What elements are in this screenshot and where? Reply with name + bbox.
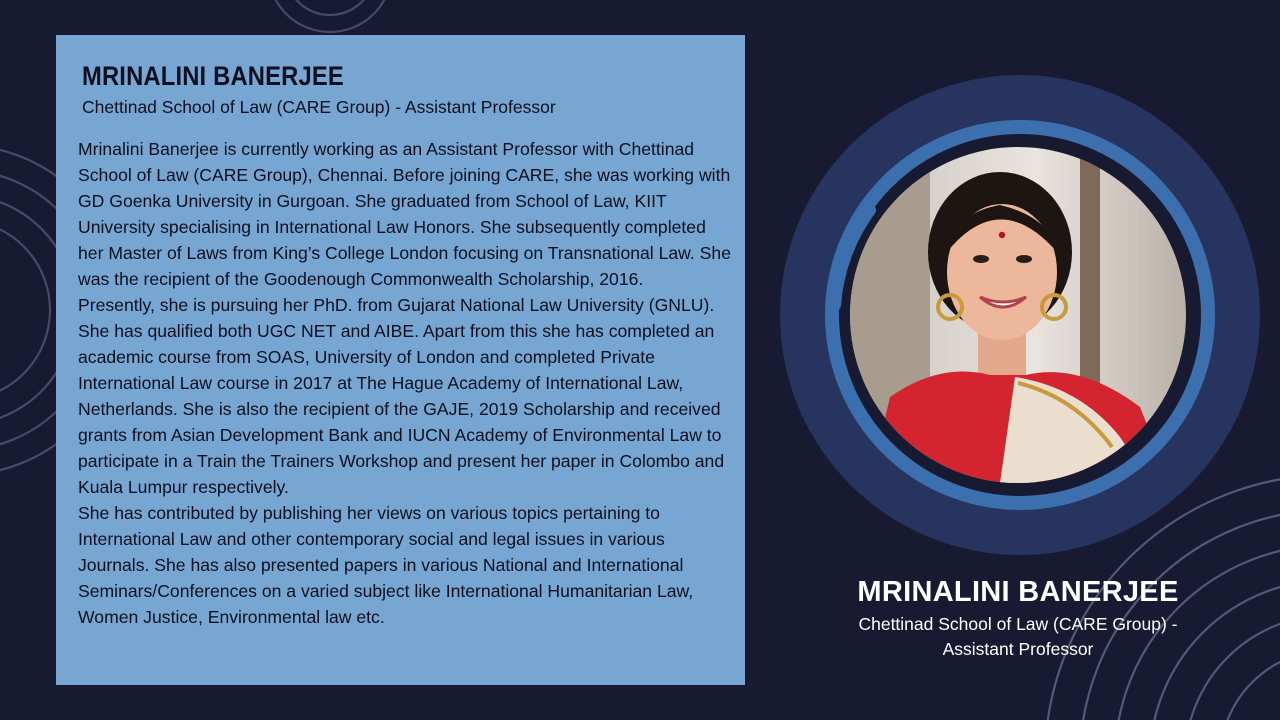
bio-paragraph: She has contributed by publishing her views on various topics pertaining to International Law and other contemporary social and legal issues in various Journals. She has also presented papers in various National and International Seminars/Conferences on a varied subject like International Humanitarian Law, Women Justice, Environmental law etc.	[78, 503, 694, 627]
bio-name-heading: MRINALINI BANERJEE	[82, 61, 344, 91]
bio-role-subtitle: Chettinad School of Law (CARE Group) - Assistant Professor	[82, 97, 556, 117]
concentric-arcs-top	[268, 0, 392, 32]
profile-role-line-2: Assistant Professor	[942, 639, 1094, 659]
profile-photo	[850, 147, 1186, 483]
portrait-illustration	[850, 147, 1186, 483]
bio-body	[78, 136, 734, 630]
bio-paragraph: Presently, she is pursuing her PhD. from Gujarat National Law University (GNLU). She has qualified both UGC NET and AIBE. Apart from this she has completed an academic course from SOAS, University of London and completed Private International Law course in 2017 at The Hague Academy of International Law, Netherlands. She is also the recipient of the GAJE, 2019 Scholarship and received grants from Asian Development Bank and IUCN Academy of Environmental Law to participate in a Train the Trainers Workshop and present her paper in Colombo and Kuala Lumpur respectively.	[78, 295, 725, 497]
profile-role-line-1: Chettinad School of Law (CARE Group) -	[858, 614, 1178, 634]
profile-role	[830, 612, 1206, 662]
bio-card	[56, 35, 745, 685]
profile-name: MRINALINI BANERJEE	[857, 576, 1179, 608]
bio-paragraph: Mrinalini Banerjee is currently working as an Assistant Professor with Chettinad School of Law (CARE Group), Chennai. Before joining CARE, she was working with GD Goenka University in Gurgoan. She graduated from School of Law, KIIT University specialising in International Law Honors. She subsequently completed her Master of Laws from King’s College London focusing on Transnational Law. She was the recipient of the Goodenough Commonwealth Scholarship, 2016.	[78, 139, 731, 289]
